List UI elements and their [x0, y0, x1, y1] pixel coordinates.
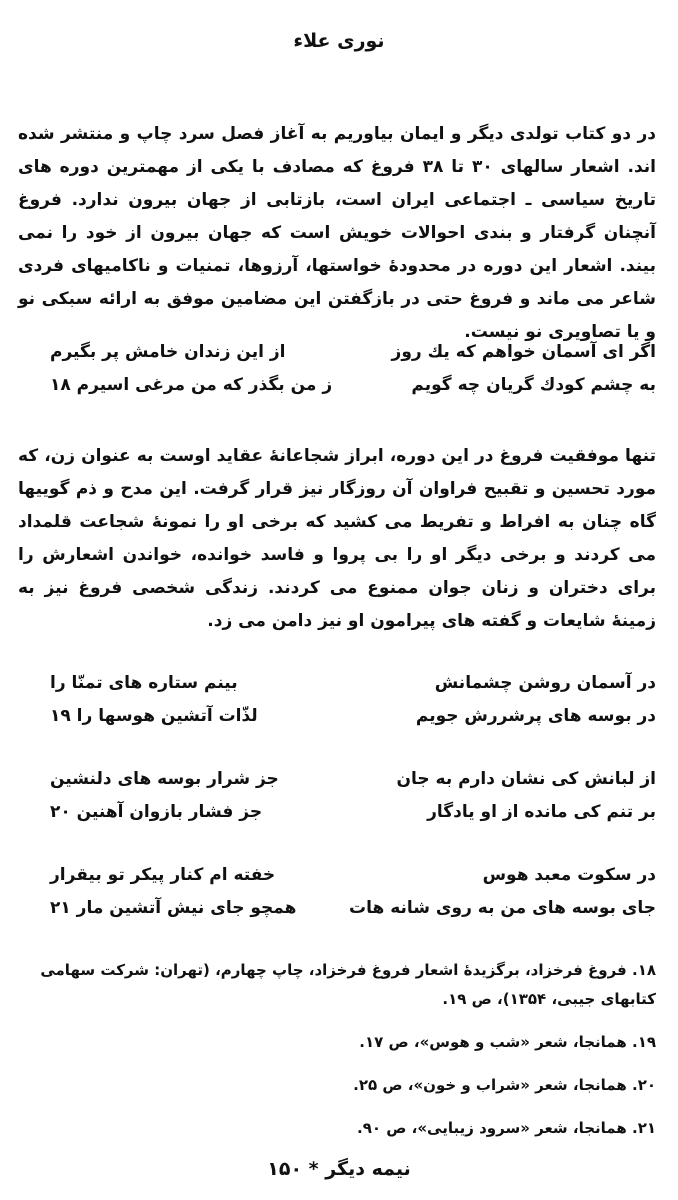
poem-line — [50, 336, 656, 369]
poem-line — [50, 763, 656, 796]
footnote-19: ۱۹. همانجا، شعر «شب و هوس»، ص ۱۷. — [359, 1033, 656, 1051]
poem-line — [50, 700, 656, 733]
poem-stanza-3 — [50, 763, 656, 829]
hemistich-left: جز فشار بازوان آهنین ۲۰ — [50, 802, 263, 822]
hemistich-left: ز من بگذر که من مرغی اسیرم ۱۸ — [50, 375, 333, 395]
paragraph-1: در دو کتاب تولدی دیگر و ایمان بیاوریم به آغاز فصل سرد چاپ و منتشر شده اند. اشعار سالهای ۳۰ تا ۳۸ فروغ که مصادف با یکی از مهمترین دوره های تاریخ سیاسی ـ اجتماعی ایران است، بازتابی از جهان بیرون ندارد. فروغ آنچنان گرفتار و بندی احوالات خویش است که جهان بیرون از خود را نمی بیند. اشعار این دوره در محدودهٔ خواستها، آرزوها، تمنیات و ناکامیهای فردی شاعر می ماند و فروغ حتی در بازگفتن این مضامین موفق به ارائه سبکی نو و یا تصاویری نو نیست. — [18, 124, 656, 342]
hemistich-right: در بوسه های پرشررش جویم — [415, 706, 656, 726]
hemistich-left: جز شرار بوسه های دلنشین — [50, 769, 279, 789]
poem-stanza-1 — [50, 336, 656, 402]
page-header: نوری علاء — [293, 30, 385, 52]
hemistich-right: در آسمان روشن چشمانش — [434, 673, 656, 693]
hemistich-right: از لبانش کی نشان دارم به جان — [396, 769, 656, 789]
hemistich-right: بر تنم کی مانده از او یادگار — [427, 802, 656, 822]
poem-line — [50, 369, 656, 402]
hemistich-right: اگر ای آسمان خواهم که یك روز — [391, 342, 656, 362]
hemistich-right: جای بوسه های من به روی شانه هات — [349, 898, 656, 918]
paragraph-2: تنها موفقیت فروغ در این دوره، ابراز شجاعانهٔ عقاید اوست به عنوان زن، که مورد تحسین و تقبیح فراوان آن روزگار نیز قرار گرفت. این مدح و ذم گوییها گاه چنان به افراط و تفریط می کشید که برخی او را نمونهٔ شجاعت قلمداد می کردند و برخی دیگر او را بی پروا و فاسد خوانده، خواندن اشعارش را برای دختران و زنان جوان ممنوع می کردند. زندگی شخصی فروغ نیز به زمینهٔ شایعات و گفته های پیرامون او نیز دامن می زد. — [18, 446, 656, 631]
poem-line — [50, 667, 656, 700]
hemistich-left: همچو جای نیش آتشین مار ۲۱ — [50, 898, 297, 918]
hemistich-left: از این زندان خامش پر بگیرم — [50, 342, 286, 362]
page-footer: نیمه دیگر * ۱۵۰ — [267, 1158, 411, 1180]
footnotes — [18, 956, 656, 1157]
hemistich-left: بینم ستاره های تمنّا را — [50, 673, 238, 693]
poem-line — [50, 796, 656, 829]
footnote-20: ۲۰. همانجا، شعر «شراب و خون»، ص ۲۵. — [353, 1076, 656, 1094]
hemistich-right: در سکوت معبد هوس — [482, 865, 656, 885]
footnote-18: ۱۸. فروغ فرخزاد، برگزیدهٔ اشعار فروغ فرخزاد، چاپ چهارم، (تهران: شرکت سهامی کتابهای جیبی، ۱۳۵۴)، ص ۱۹. — [40, 961, 656, 1008]
hemistich-left: خفته ام کنار پیکر تو بیقرار — [50, 865, 276, 885]
footnote-21: ۲۱. همانجا، شعر «سرود زیبایی»، ص ۹۰. — [357, 1119, 656, 1137]
hemistich-left: لذّات آتشین هوسها را ۱۹ — [50, 706, 258, 726]
poem-line — [50, 859, 656, 892]
poem-stanza-2 — [50, 667, 656, 733]
poem-stanza-4 — [50, 859, 656, 925]
poem-line — [50, 892, 656, 925]
hemistich-right: به چشم کودك گریان چه گویم — [411, 375, 656, 395]
